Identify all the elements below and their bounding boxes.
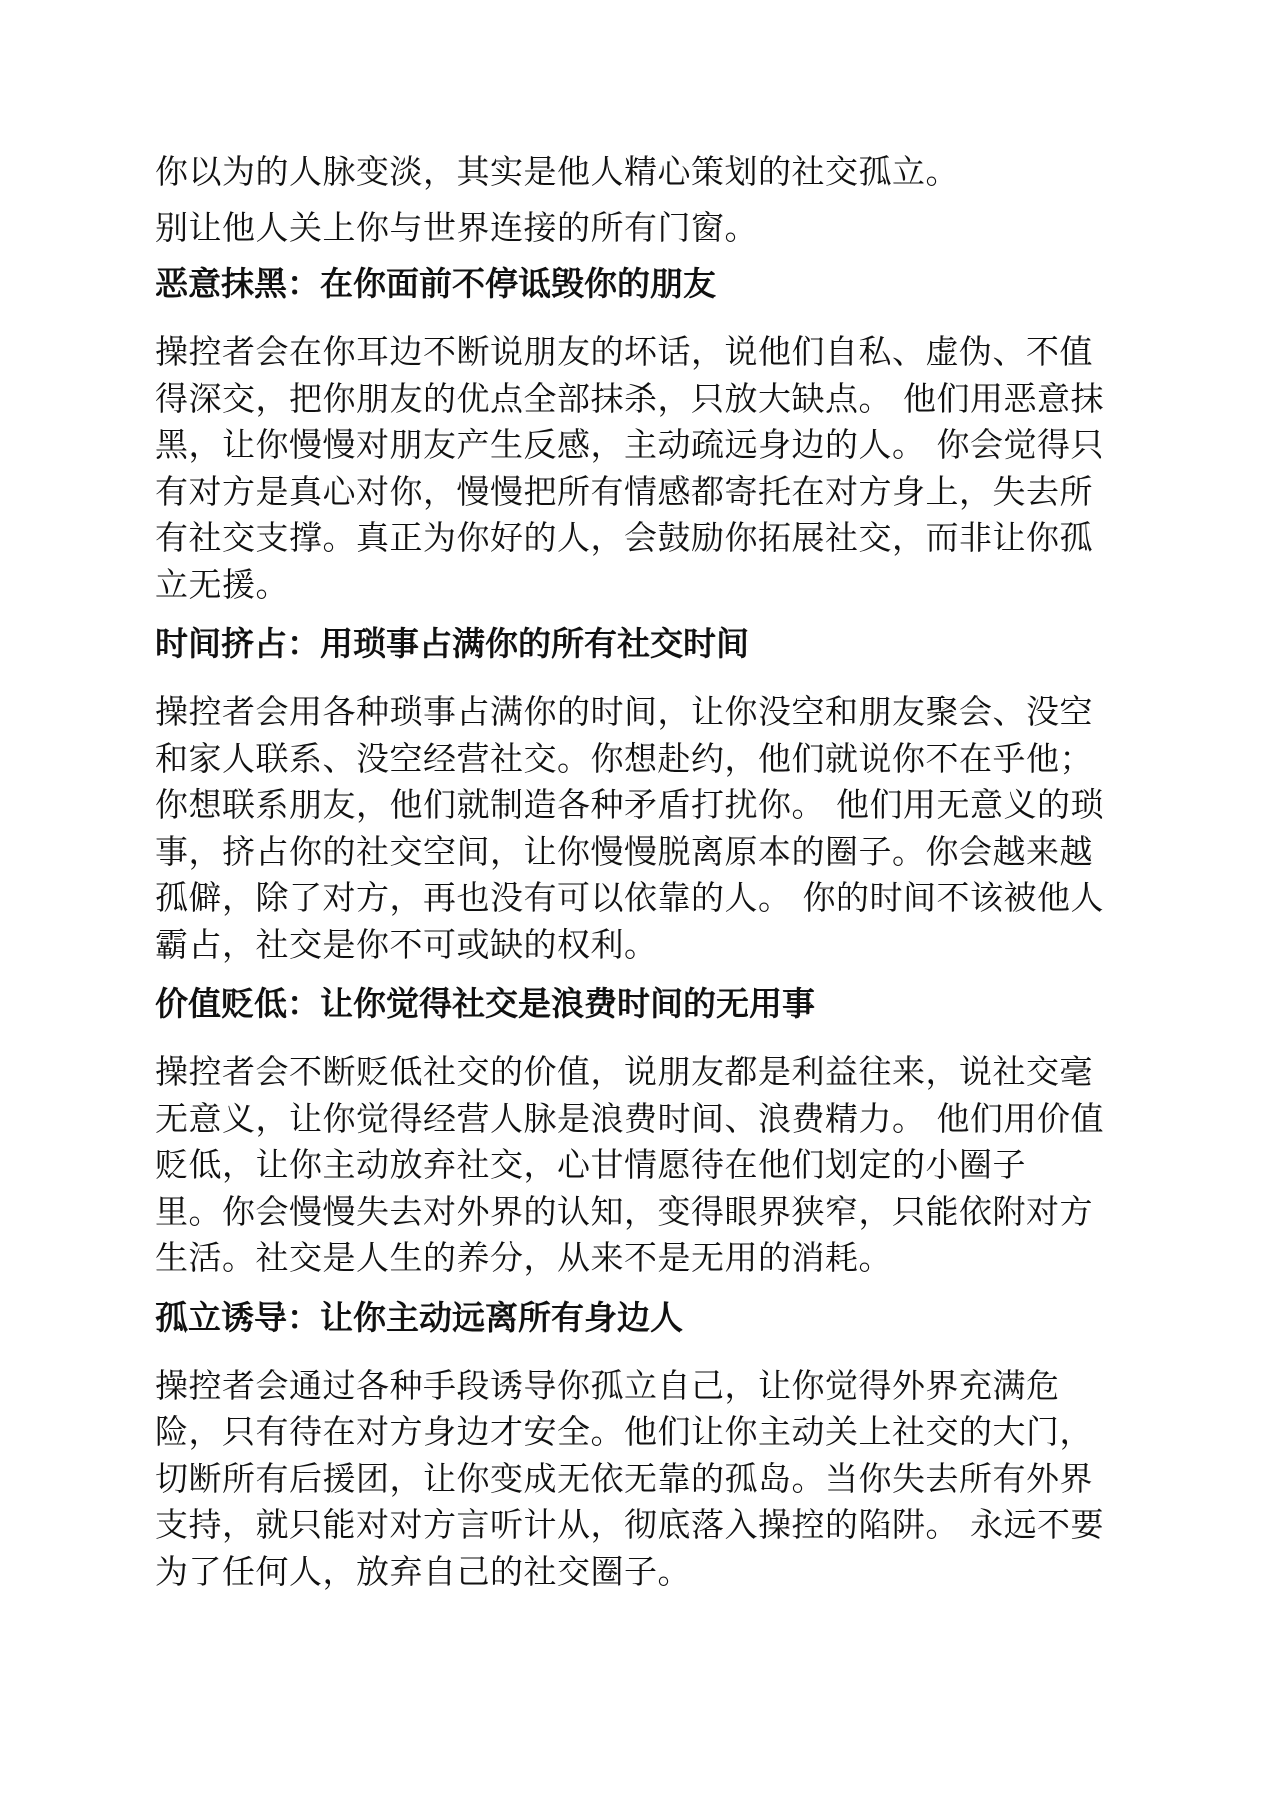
paragraph-line: 操控者会用各种琐事占满你的时间，让你没空和朋友聚会、没空 xyxy=(155,692,1093,731)
paragraph-line: 有对方是真心对你，慢慢把所有情感都寄托在对方身上，失去所 xyxy=(155,471,1093,511)
paragraph-line: 操控者会通过各种手段诱导你孤立自己，让你觉得外界充满危 xyxy=(155,1365,1060,1405)
paragraph-line: 黑，让你慢慢对朋友产生反感，主动疏远身边的人。 你会觉得只 xyxy=(155,425,1104,464)
section-heading-devalue: 价值贬低：让你觉得社交是浪费时间的无用事 xyxy=(155,984,815,1023)
paragraph-line: 得深交，把你朋友的优点全部抹杀，只放大缺点。 他们用恶意抹 xyxy=(155,378,1104,418)
section-paragraph-devalue xyxy=(155,1049,1120,1282)
paragraph-line: 霸占，社交是你不可或缺的权利。 xyxy=(155,924,658,964)
section-heading-isolation: 孤立诱导：让你主动远离所有身边人 xyxy=(155,1297,683,1337)
paragraph-line: 孤僻，除了对方，再也没有可以依靠的人。 你的时间不该被他人 xyxy=(155,878,1104,917)
section-paragraph-isolation xyxy=(155,1363,1120,1596)
document-page xyxy=(155,148,1120,1607)
paragraph-line: 无意义，让你觉得经营人脉是浪费时间、浪费精力。 他们用价值 xyxy=(155,1098,1104,1138)
section-heading-defamation: 恶意抹黑：在你面前不停诋毁你的朋友 xyxy=(155,264,716,303)
paragraph-line: 生活。社交是人生的养分，从来不是无用的消耗。 xyxy=(155,1238,892,1277)
paragraph-line: 你想联系朋友，他们就制造各种矛盾打扰你。 他们用无意义的琐 xyxy=(155,785,1104,824)
paragraph-line: 和家人联系、没空经营社交。你想赴约，他们就说你不在乎他； xyxy=(155,738,1093,778)
paragraph-line: 操控者会在你耳边不断说朋友的坏话，说他们自私、虚伪、不值 xyxy=(155,332,1093,371)
paragraph-line: 贬低，让你主动放弃社交，心甘情愿待在他们划定的小圈子 xyxy=(155,1145,1026,1184)
section-heading-time: 时间挤占：用琐事占满你的所有社交时间 xyxy=(155,624,749,663)
paragraph-line: 切断所有后援团，让你变成无依无靠的孤岛。当你失去所有外界 xyxy=(155,1458,1093,1498)
paragraph-line: 为了任何人，放弃自己的社交圈子。 xyxy=(155,1551,691,1591)
paragraph-line: 险，只有待在对方身边才安全。他们让你主动关上社交的大门， xyxy=(155,1412,1093,1451)
section-paragraph-defamation xyxy=(155,329,1120,608)
paragraph-line: 有社交支撑。真正为你好的人，会鼓励你拓展社交，而非让你孤 xyxy=(155,518,1093,557)
intro-line-2: 别让他人关上你与世界连接的所有门窗。 xyxy=(155,208,758,247)
paragraph-line: 立无援。 xyxy=(155,564,289,604)
paragraph-line: 操控者会不断贬低社交的价值，说朋友都是利益往来，说社交毫 xyxy=(155,1052,1093,1091)
section-paragraph-time xyxy=(155,689,1120,968)
paragraph-line: 里。你会慢慢失去对外界的认知，变得眼界狭窄，只能依附对方 xyxy=(155,1191,1093,1231)
paragraph-line: 事，挤占你的社交空间，让你慢慢脱离原本的圈子。你会越来越 xyxy=(155,831,1093,871)
intro-line-1: 你以为的人脉变淡，其实是他人精心策划的社交孤立。 xyxy=(155,152,959,191)
paragraph-line: 支持，就只能对对方言听计从，彻底落入操控的陷阱。 永远不要 xyxy=(155,1505,1104,1544)
